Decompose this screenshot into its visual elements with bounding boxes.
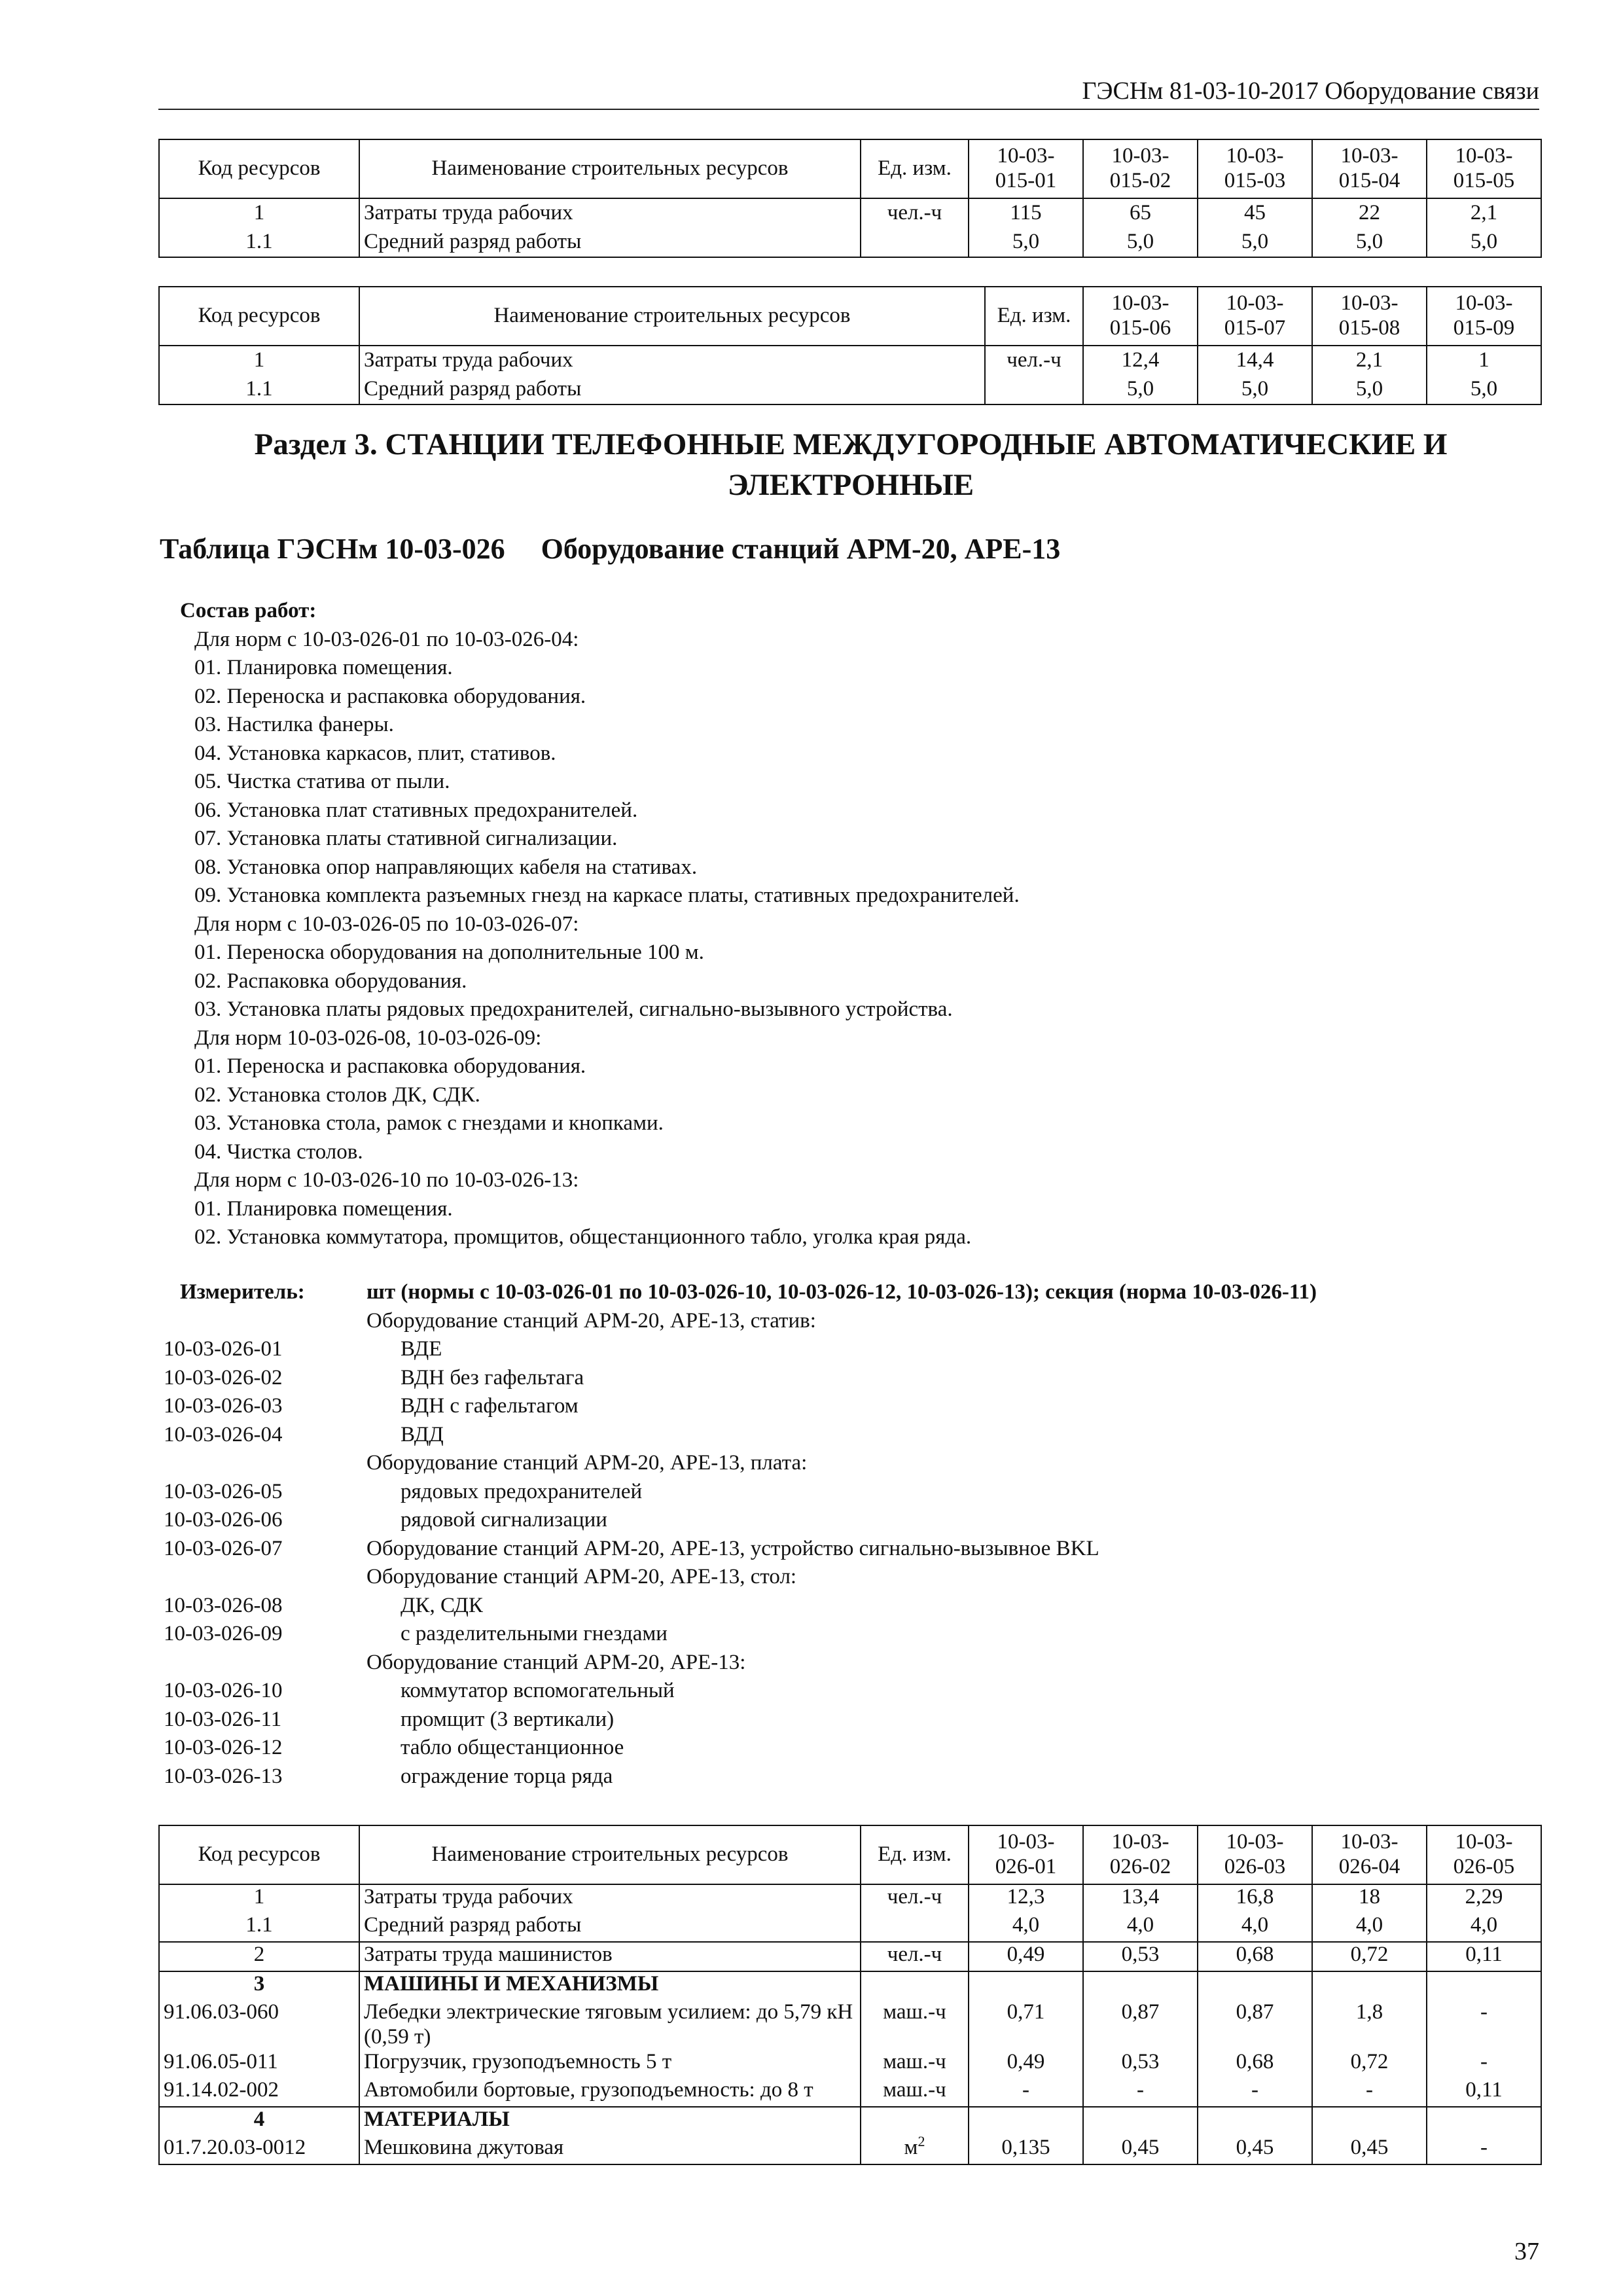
work-item: 01. Планировка помещения. <box>194 1196 453 1221</box>
norm-description: табло общестанционное <box>401 1736 624 1759</box>
table-cell: Средний разряд работы <box>359 1913 861 1942</box>
norm-description: Оборудование станций АРМ-20, АРЕ-13, устройство сигнально-вызывное BKL <box>366 1536 1099 1560</box>
table-cell: 0,68 <box>1198 1942 1312 1971</box>
norm-code: 10-03-026-11 <box>164 1707 282 1731</box>
work-item: 04. Установка каркасов, плит, стативов. <box>194 741 556 765</box>
table-cell: 5,0 <box>969 228 1083 257</box>
table-cell <box>861 2107 969 2136</box>
work-composition <box>180 597 1522 1252</box>
table-cell: 5,0 <box>1427 375 1541 404</box>
work-item: 03. Установка стола, рамок с гнездами и кнопками. <box>194 1111 664 1135</box>
table-cell: 45 <box>1198 198 1312 228</box>
norm-description: ВДН без гафельтага <box>401 1365 584 1390</box>
norm-row <box>164 1392 1538 1421</box>
norm-description: коммутатор вспомогательный <box>401 1679 675 1702</box>
column-header: 10-03- 026-02 <box>1083 1825 1198 1884</box>
table-cell: 5,0 <box>1312 228 1427 257</box>
table-cell: 0,49 <box>969 2050 1083 2078</box>
table-row <box>159 1913 1541 1942</box>
column-header: Ед. изм. <box>985 287 1083 346</box>
table-cell: 5,0 <box>1198 375 1312 404</box>
norm-code <box>164 1449 366 1478</box>
table-cell: 3 <box>159 1971 359 2000</box>
work-item: 02. Переноска и распаковка оборудования. <box>194 684 586 708</box>
table-row <box>159 2000 1541 2050</box>
norm-row <box>164 1677 1538 1706</box>
column-header: 10-03- 015-05 <box>1427 139 1541 198</box>
norm-description: промщит (3 вертикали) <box>401 1707 615 1731</box>
table-cell: - <box>1198 2078 1312 2107</box>
table-cell: 1.1 <box>159 228 359 257</box>
norm-code: 10-03-026-04 <box>164 1422 283 1446</box>
table-cell <box>861 228 969 257</box>
norm-row <box>164 1763 1538 1791</box>
work-item: 01. Планировка помещения. <box>194 656 453 679</box>
norm-code: 10-03-026-02 <box>164 1365 283 1390</box>
work-item: 02. Установка столов ДК, СДК. <box>194 1083 480 1107</box>
table-cell: - <box>969 2078 1083 2107</box>
table-cell: Затраты труда рабочих <box>359 346 985 375</box>
table-cell: 14,4 <box>1198 346 1312 375</box>
norm-description: Оборудование станций АРМ-20, АРЕ-13: <box>366 1650 746 1674</box>
table-cell: 0,71 <box>969 2000 1083 2050</box>
table-cell: Средний разряд работы <box>359 228 861 257</box>
table-cell: Лебедки электрические тяговым усилием: до 5,79 кН (0,59 т) <box>359 2000 861 2050</box>
norm-code: 10-03-026-05 <box>164 1479 283 1503</box>
table-cell: 1 <box>1427 346 1541 375</box>
table-cell: - <box>1427 2000 1541 2050</box>
table-cell: Затраты труда рабочих <box>359 198 861 228</box>
table-cell: 0,87 <box>1198 2000 1312 2050</box>
table-cell: 4,0 <box>969 1913 1083 1942</box>
norm-row <box>164 1706 1538 1734</box>
measure-block <box>164 1278 1538 1791</box>
table-cell: 2,1 <box>1427 198 1541 228</box>
section-title: Раздел 3. СТАНЦИИ ТЕЛЕФОННЫЕ МЕЖДУГОРОДНЫЕ АВТОМАТИЧЕСКИЕ И ЭЛЕКТРОННЫЕ <box>254 427 1448 502</box>
norm-description: рядовых предохранителей <box>401 1479 643 1503</box>
table-row <box>159 2078 1541 2107</box>
table-cell: - <box>1083 2078 1198 2107</box>
table-cell <box>1083 2107 1198 2136</box>
table-cell: 0,49 <box>969 1942 1083 1971</box>
norm-code: 10-03-026-12 <box>164 1736 283 1759</box>
table-cell: Мешковина джутовая <box>359 2136 861 2164</box>
table-cell: 5,0 <box>1312 375 1427 404</box>
work-item: 02. Установка коммутатора, промщитов, общестанционного табло, уголка края ряда. <box>194 1225 972 1249</box>
norm-row <box>164 1449 1538 1478</box>
norm-code <box>164 1563 366 1592</box>
unit-text: чел.-ч <box>887 1943 942 1966</box>
table-cell <box>969 2107 1083 2136</box>
table-cell: чел.-ч <box>861 198 969 228</box>
table-cell <box>861 2078 969 2107</box>
table-cell <box>861 1884 969 1913</box>
table-cell: 1.1 <box>159 1913 359 1942</box>
work-item: Для норм 10-03-026-08, 10-03-026-09: <box>194 1026 542 1050</box>
unit-text: маш.-ч <box>883 2077 946 2102</box>
table-cell <box>861 1971 969 2000</box>
table-cell: 12,4 <box>1083 346 1198 375</box>
table-cell: 0,45 <box>1198 2136 1312 2164</box>
unit-text: маш.-ч <box>883 2049 946 2073</box>
unit-text: маш.-ч <box>883 2000 946 2024</box>
table-cell: 12,3 <box>969 1884 1083 1913</box>
table-cell: Автомобили бортовые, грузоподъемность: до 8 т <box>359 2078 861 2107</box>
table-cell: Затраты труда машинистов <box>359 1942 861 1971</box>
column-header: Код ресурсов <box>159 139 359 198</box>
column-header: 10-03- 015-04 <box>1312 139 1427 198</box>
table-cell: 0,11 <box>1427 2078 1541 2107</box>
work-item: 03. Настилка фанеры. <box>194 713 394 736</box>
table-cell: 91.06.03-060 <box>159 2000 359 2050</box>
unit-superscript: 2 <box>918 2132 925 2149</box>
table-cell: 0,11 <box>1427 1942 1541 1971</box>
running-header: ГЭСНм 81-03-10-2017 Оборудование связи <box>158 73 1539 110</box>
work-item: 08. Установка опор направляющих кабеля на стативах. <box>194 855 698 879</box>
norm-code <box>164 1307 366 1336</box>
norm-description: Оборудование станций АРМ-20, АРЕ-13, плата: <box>366 1451 808 1475</box>
table-cell: Средний разряд работы <box>359 375 985 404</box>
table-cell: 4 <box>159 2107 359 2136</box>
table-cell <box>1198 2107 1312 2136</box>
norm-row <box>164 1478 1538 1507</box>
norm-row <box>164 1649 1538 1677</box>
table-title: Таблица ГЭСНм 10-03-026 Оборудование станций АРМ-20, АРЕ-13 <box>160 533 1061 565</box>
table-row <box>159 198 1541 228</box>
column-header: Наименование строительных ресурсов <box>359 287 985 346</box>
work-item: 04. Чистка столов. <box>194 1139 363 1164</box>
table-row <box>159 2136 1541 2164</box>
table-cell: - <box>1427 2136 1541 2164</box>
column-header: Наименование строительных ресурсов <box>359 139 861 198</box>
column-header: 10-03- 015-03 <box>1198 139 1312 198</box>
norm-description: ДК, СДК <box>401 1593 483 1617</box>
unit-text: м <box>904 2135 918 2159</box>
norm-row <box>164 1734 1538 1763</box>
table-cell: 0,135 <box>969 2136 1083 2164</box>
column-header: 10-03- 026-03 <box>1198 1825 1312 1884</box>
table-cell: 4,0 <box>1198 1913 1312 1942</box>
table-cell: МАШИНЫ И МЕХАНИЗМЫ <box>359 1971 861 2000</box>
work-item: 01. Переноска оборудования на дополнительные 100 м. <box>194 941 704 964</box>
table-cell: 16,8 <box>1198 1884 1312 1913</box>
norm-code <box>164 1649 366 1677</box>
column-header: Наименование строительных ресурсов <box>359 1825 861 1884</box>
table-cell: 0,53 <box>1083 1942 1198 1971</box>
table-cell: 5,0 <box>1083 228 1198 257</box>
norm-description: ограждение торца ряда <box>401 1764 613 1788</box>
norm-code: 10-03-026-13 <box>164 1764 283 1788</box>
table-cell: Затраты труда рабочих <box>359 1884 861 1913</box>
norm-row <box>164 1307 1538 1336</box>
table-cell: 4,0 <box>1312 1913 1427 1942</box>
table-cell <box>861 1913 969 1942</box>
table-cell <box>861 1942 969 1971</box>
work-item: 06. Установка плат стативных предохранителей. <box>194 798 638 822</box>
norm-row <box>164 1506 1538 1535</box>
norm-row <box>164 1335 1538 1364</box>
table-cell: - <box>1427 2050 1541 2078</box>
work-item: 05. Чистка статива от пыли. <box>194 770 450 793</box>
table-cell: 0,45 <box>1312 2136 1427 2164</box>
table-cell: 2,1 <box>1312 346 1427 375</box>
column-header: 10-03- 015-07 <box>1198 287 1312 346</box>
table-cell <box>1427 2107 1541 2136</box>
table-cell: 1 <box>159 346 359 375</box>
norm-code: 10-03-026-10 <box>164 1679 283 1702</box>
table-cell: 01.7.20.03-0012 <box>159 2136 359 2164</box>
work-composition-label: Состав работ: <box>180 599 317 622</box>
norm-row <box>164 1535 1538 1564</box>
table-cell: 0,68 <box>1198 2050 1312 2078</box>
table-row <box>159 2050 1541 2078</box>
table-row <box>159 1971 1541 2000</box>
table-cell <box>1312 2107 1427 2136</box>
table-cell <box>1198 1971 1312 2000</box>
table-cell: 13,4 <box>1083 1884 1198 1913</box>
table-cell <box>861 2050 969 2078</box>
table-cell: 22 <box>1312 198 1427 228</box>
column-header: 10-03- 015-06 <box>1083 287 1198 346</box>
table-cell: 0,72 <box>1312 2050 1427 2078</box>
norm-code: 10-03-026-08 <box>164 1593 283 1617</box>
table-cell: 2,29 <box>1427 1884 1541 1913</box>
table-cell: Погрузчик, грузоподъемность 5 т <box>359 2050 861 2078</box>
table-cell <box>969 1971 1083 2000</box>
table-cell: 2 <box>159 1942 359 1971</box>
work-item: 09. Установка комплекта разъемных гнезд на каркасе платы, стативных предохранителей. <box>194 884 1020 907</box>
measure-text: шт (нормы с 10-03-026-01 по 10-03-026-10, 10-03-026-12, 10-03-026-13); секция (норма 10-03-026-11) <box>366 1280 1317 1304</box>
norm-code: 10-03-026-07 <box>164 1536 283 1560</box>
column-header: 10-03- 026-01 <box>969 1825 1083 1884</box>
column-header: Код ресурсов <box>159 287 359 346</box>
norm-row <box>164 1592 1538 1621</box>
table-row <box>159 1884 1541 1913</box>
table-cell: 5,0 <box>1198 228 1312 257</box>
table-cell: 91.14.02-002 <box>159 2078 359 2107</box>
measure-label: Измеритель: <box>180 1280 305 1304</box>
work-item: Для норм с 10-03-026-01 по 10-03-026-04: <box>194 627 579 651</box>
work-item: 07. Установка платы стативной сигнализации. <box>194 827 618 850</box>
column-header: 10-03- 015-01 <box>969 139 1083 198</box>
table-cell: 65 <box>1083 198 1198 228</box>
unit-text: чел.-ч <box>887 1885 942 1909</box>
table-row <box>159 346 1541 375</box>
table-cell: 4,0 <box>1083 1913 1198 1942</box>
resources-table-015-06-09 <box>158 286 1542 405</box>
table-cell: - <box>1312 2078 1427 2107</box>
work-item: Для норм с 10-03-026-05 по 10-03-026-07: <box>194 912 579 936</box>
column-header: Ед. изм. <box>861 139 969 198</box>
norm-description: рядовой сигнализации <box>401 1508 607 1532</box>
table-row <box>159 228 1541 257</box>
column-header: 10-03- 026-05 <box>1427 1825 1541 1884</box>
resources-table-026 <box>158 1825 1542 2165</box>
resources-table-015-01-05 <box>158 139 1542 258</box>
table-cell <box>1083 1971 1198 2000</box>
norm-description: Оборудование станций АРМ-20, АРЕ-13, статив: <box>366 1308 816 1333</box>
table-cell: МАТЕРИАЛЫ <box>359 2107 861 2136</box>
column-header: 10-03- 015-02 <box>1083 139 1198 198</box>
norm-code: 10-03-026-09 <box>164 1622 283 1645</box>
table-row <box>159 1942 1541 1971</box>
table-cell: 0,53 <box>1083 2050 1198 2078</box>
norm-row <box>164 1563 1538 1592</box>
table-cell: чел.-ч <box>985 346 1083 375</box>
column-header: 10-03- 026-04 <box>1312 1825 1427 1884</box>
work-item: 03. Установка платы рядовых предохранителей, сигнально-вызывного устройства. <box>194 997 953 1021</box>
table-row <box>159 375 1541 404</box>
norm-row <box>164 1421 1538 1450</box>
table-cell: 4,0 <box>1427 1913 1541 1942</box>
column-header: 10-03- 015-08 <box>1312 287 1427 346</box>
work-item: 01. Переноска и распаковка оборудования. <box>194 1054 586 1078</box>
page-number: 37 <box>1514 2238 1539 2265</box>
column-header: 10-03- 015-09 <box>1427 287 1541 346</box>
table-cell: 0,72 <box>1312 1942 1427 1971</box>
norm-row <box>164 1620 1538 1649</box>
table-row <box>159 2107 1541 2136</box>
norm-description: ВДД <box>401 1422 444 1446</box>
table-cell: 5,0 <box>1427 228 1541 257</box>
norm-description: ВДН с гафельтагом <box>401 1394 579 1418</box>
table-cell <box>861 2132 969 2164</box>
work-item: Для норм с 10-03-026-10 по 10-03-026-13: <box>194 1168 579 1192</box>
norm-code: 10-03-026-01 <box>164 1337 283 1361</box>
table-cell: 1,8 <box>1312 2000 1427 2050</box>
table-cell: 1 <box>159 1884 359 1913</box>
norm-row <box>164 1364 1538 1393</box>
table-cell: 115 <box>969 198 1083 228</box>
table-cell: 0,87 <box>1083 2000 1198 2050</box>
table-cell <box>985 375 1083 404</box>
table-cell: 1 <box>159 198 359 228</box>
table-cell <box>861 2000 969 2050</box>
table-cell <box>1427 1971 1541 2000</box>
norm-description: с разделительными гнездами <box>401 1622 668 1645</box>
table-cell: 91.06.05-011 <box>159 2050 359 2078</box>
norm-description: Оборудование станций АРМ-20, АРЕ-13, стол: <box>366 1565 797 1588</box>
table-cell: 1.1 <box>159 375 359 404</box>
column-header: Код ресурсов <box>159 1825 359 1884</box>
norm-code: 10-03-026-06 <box>164 1508 283 1532</box>
norm-code: 10-03-026-03 <box>164 1394 283 1418</box>
column-header: Ед. изм. <box>861 1825 969 1884</box>
table-cell <box>1312 1971 1427 2000</box>
norm-description: ВДЕ <box>401 1337 442 1361</box>
work-item: 02. Распаковка оборудования. <box>194 969 467 993</box>
table-cell: 0,45 <box>1083 2136 1198 2164</box>
table-cell: 5,0 <box>1083 375 1198 404</box>
table-cell: 18 <box>1312 1884 1427 1913</box>
